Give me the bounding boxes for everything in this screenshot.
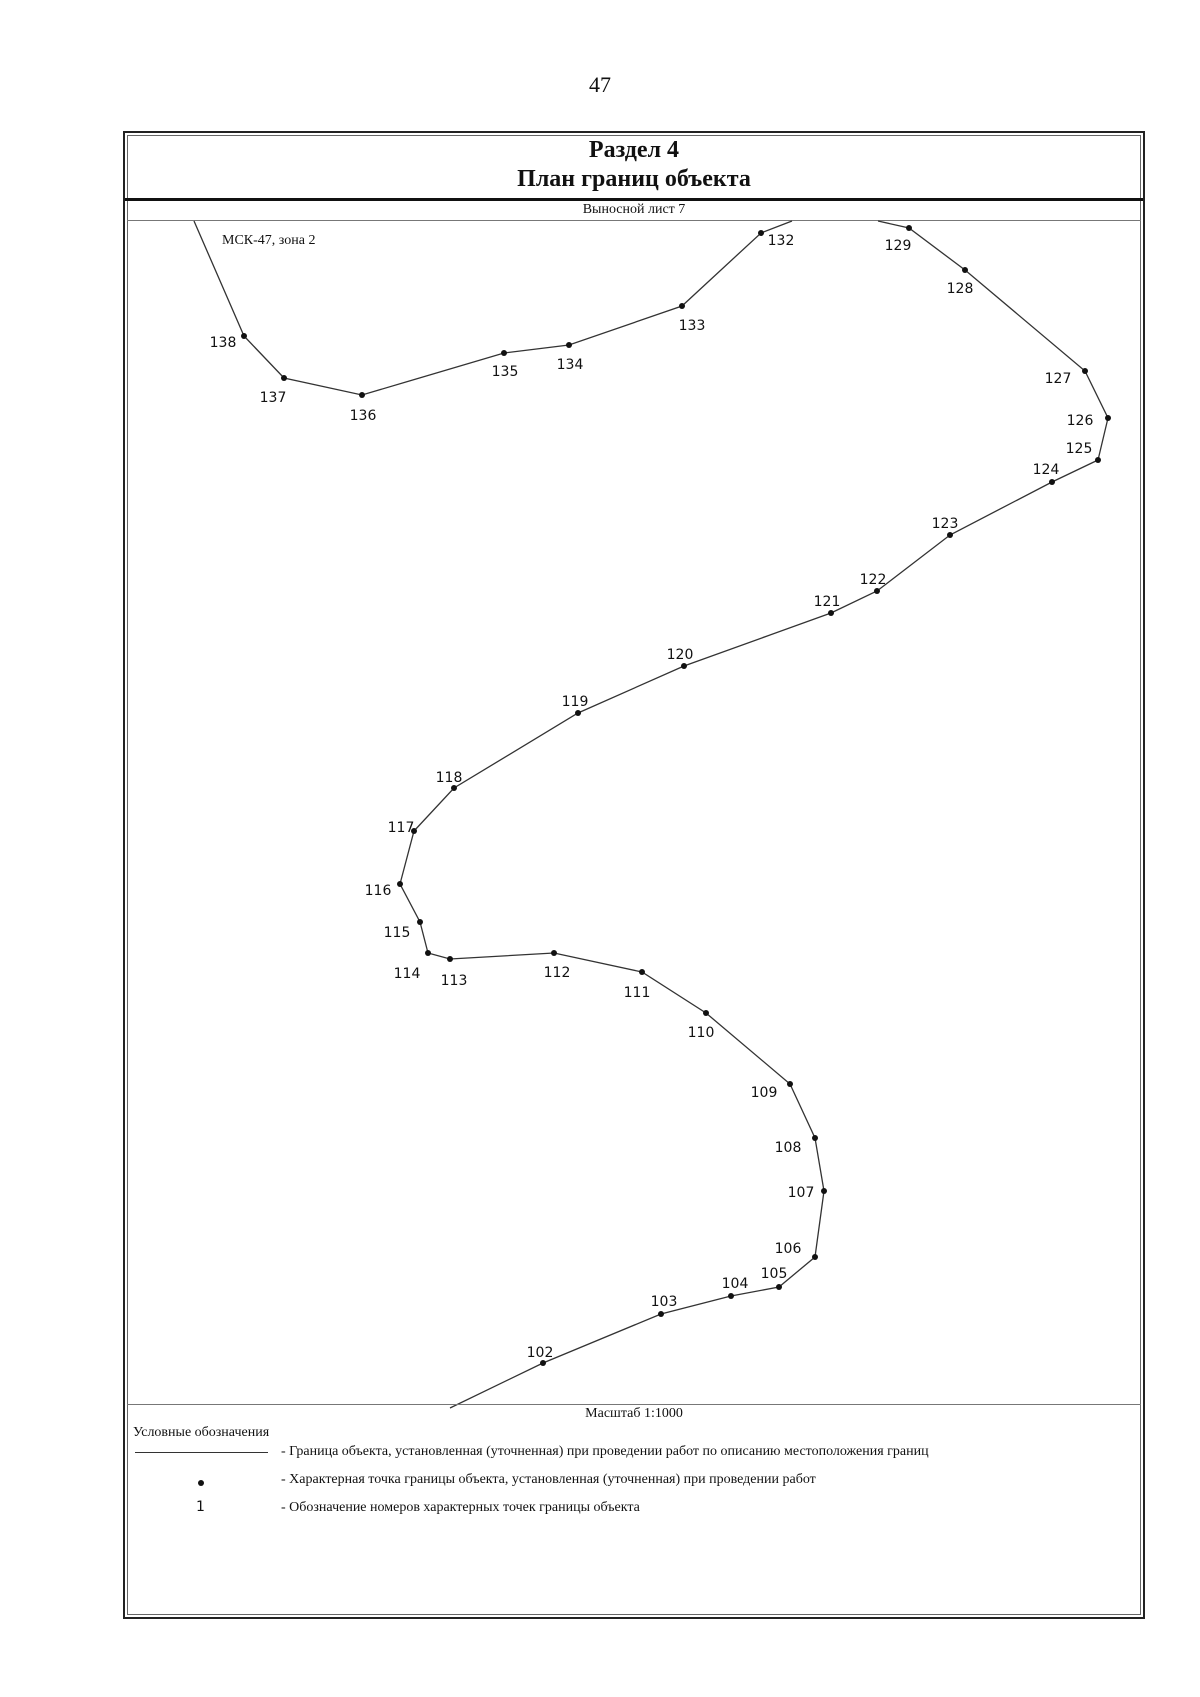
boundary-point-104	[728, 1293, 734, 1299]
boundary-lines	[194, 221, 1108, 1408]
plan-title: План границ объекта	[517, 166, 751, 192]
point-label-135: 135	[491, 364, 519, 380]
point-label-115: 115	[383, 925, 411, 941]
point-label-119: 119	[561, 694, 589, 710]
boundary-point-110	[703, 1010, 709, 1016]
point-label-129: 129	[884, 238, 912, 254]
boundary-point-119	[575, 710, 581, 716]
point-label-125: 125	[1065, 441, 1093, 457]
boundary-point-120	[681, 663, 687, 669]
section-heading: Раздел 4	[588, 137, 680, 163]
boundary-point-103	[658, 1311, 664, 1317]
page-number: 47	[589, 72, 611, 97]
boundary-point-125	[1095, 457, 1101, 463]
point-label-105: 105	[760, 1266, 788, 1282]
point-label-102: 102	[526, 1345, 554, 1361]
legend-line-description: - Граница объекта, установленная (уточненная) при проведении работ по описанию местоположения границ	[281, 1444, 929, 1459]
point-label-127: 127	[1044, 371, 1072, 387]
point-label-111: 111	[623, 985, 651, 1001]
boundary-point-129	[906, 225, 912, 231]
point-label-138: 138	[209, 335, 237, 351]
boundary-point-122	[874, 588, 880, 594]
legend-title: Условные обозначения	[133, 1425, 270, 1440]
boundary-point-115	[417, 919, 423, 925]
legend-number-symbol: 1	[196, 1499, 205, 1515]
boundary-point-136	[359, 392, 365, 398]
coordinate-system-label: МСК-47, зона 2	[222, 233, 316, 248]
point-label-117: 117	[387, 820, 415, 836]
boundary-point-106	[812, 1254, 818, 1260]
scale-divider	[127, 1404, 1141, 1405]
point-label-112: 112	[543, 965, 571, 981]
boundary-point-113	[447, 956, 453, 962]
point-label-113: 113	[440, 973, 468, 989]
boundary-point-138	[241, 333, 247, 339]
boundary-point-107	[821, 1188, 827, 1194]
point-label-107: 107	[787, 1185, 815, 1201]
point-label-120: 120	[666, 647, 694, 663]
point-label-126: 126	[1066, 413, 1094, 429]
scale-label: Масштаб 1:1000	[585, 1406, 683, 1421]
point-label-133: 133	[678, 318, 706, 334]
boundary-point-105	[776, 1284, 782, 1290]
boundary-point-132	[758, 230, 764, 236]
point-label-109: 109	[750, 1085, 778, 1101]
boundary-point-123	[947, 532, 953, 538]
boundary-point-137	[281, 375, 287, 381]
boundary-point-108	[812, 1135, 818, 1141]
boundary-point-135	[501, 350, 507, 356]
legend-point-symbol	[198, 1480, 204, 1486]
point-label-114: 114	[393, 966, 421, 982]
point-label-122: 122	[859, 572, 887, 588]
boundary-point-128	[962, 267, 968, 273]
boundary-point-121	[828, 610, 834, 616]
point-label-121: 121	[813, 594, 841, 610]
point-label-128: 128	[946, 281, 974, 297]
boundary-point-134	[566, 342, 572, 348]
sheet-label: Выносной лист 7	[582, 202, 686, 217]
point-label-116: 116	[364, 883, 392, 899]
boundary-points	[241, 225, 1111, 1366]
point-label-106: 106	[774, 1241, 802, 1257]
point-label-124: 124	[1032, 462, 1060, 478]
point-label-104: 104	[721, 1276, 749, 1292]
boundary-point-124	[1049, 479, 1055, 485]
boundary-point-114	[425, 950, 431, 956]
point-label-110: 110	[687, 1025, 715, 1041]
boundary-point-109	[787, 1081, 793, 1087]
point-label-137: 137	[259, 390, 287, 406]
point-label-123: 123	[931, 516, 959, 532]
point-label-118: 118	[435, 770, 463, 786]
boundary-line-1	[400, 221, 1108, 1408]
boundary-point-127	[1082, 368, 1088, 374]
point-label-136: 136	[349, 408, 377, 424]
boundary-point-labels	[210, 233, 1094, 1361]
point-label-132: 132	[767, 233, 795, 249]
point-label-108: 108	[774, 1140, 802, 1156]
point-label-134: 134	[556, 357, 584, 373]
boundary-point-111	[639, 969, 645, 975]
boundary-point-116	[397, 881, 403, 887]
point-label-103: 103	[650, 1294, 678, 1310]
boundary-point-126	[1105, 415, 1111, 421]
boundary-point-112	[551, 950, 557, 956]
boundary-point-133	[679, 303, 685, 309]
legend-number-description: - Обозначение номеров характерных точек границы объекта	[281, 1500, 640, 1515]
legend-point-description: - Характерная точка границы объекта, установленная (уточненная) при проведении работ	[281, 1472, 816, 1487]
legend-line-symbol	[135, 1452, 268, 1453]
